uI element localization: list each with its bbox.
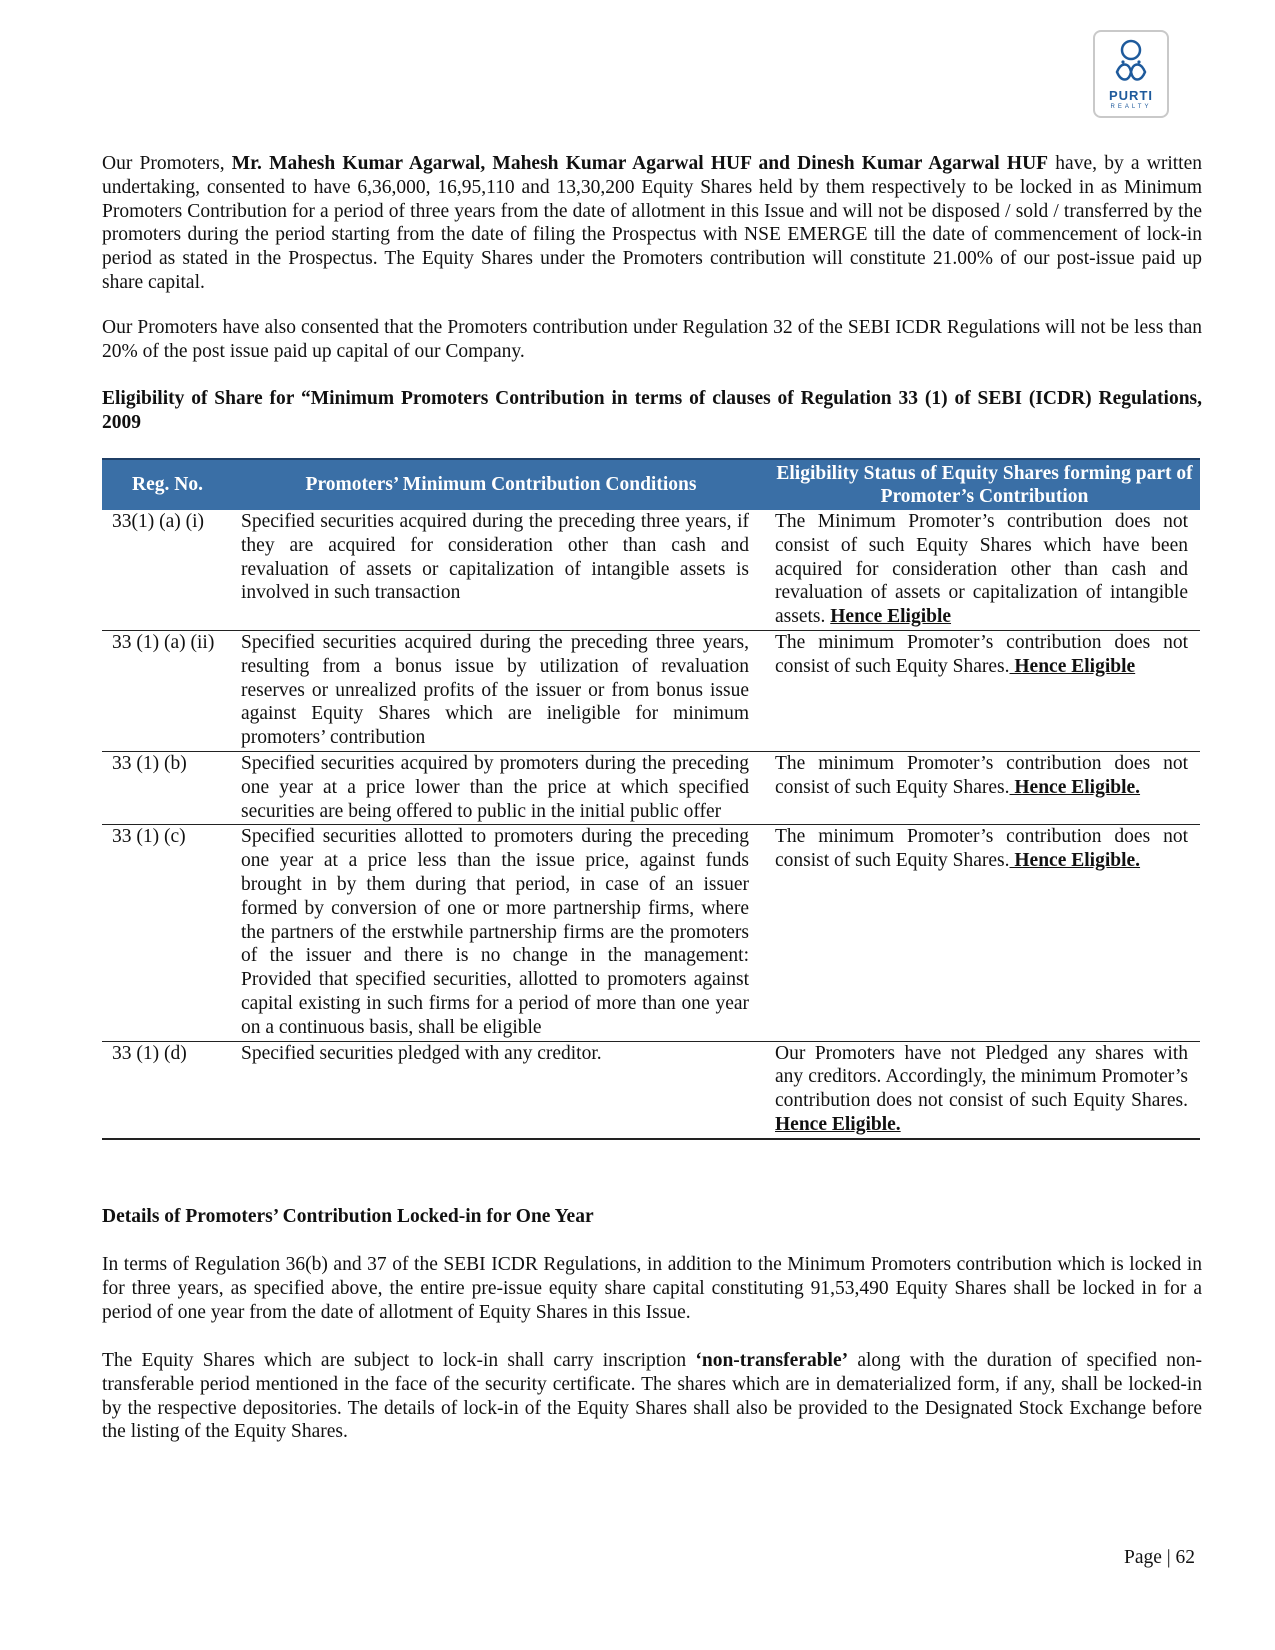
- status-cell: [769, 825, 1200, 1041]
- lockin-paragraph: In terms of Regulation 36(b) and 37 of the SEBI ICDR Regulations, in addition to the Minimum Promoters contribution which is locked in for three years, as specified above, the entire pre-issue equity share capital constituting 91,53,490 Equity Shares shall be locked in for a period of one year from the date of allotment of Equity Shares in this Issue.: [102, 1254, 1202, 1323]
- table-row: [102, 510, 1200, 630]
- header-conditions: Promoters’ Minimum Contribution Conditions: [233, 459, 769, 510]
- inscription-rest: along with the duration of specified non-transferable period mentioned in the face of the security certificate. The shares which are in dematerialized form, if any, shall be locked-in by the respective depositories. The details of lock-in of the Equity Shares shall also be provided to the Designated Stock Exchange before the listing of the Equity Shares.: [102, 1350, 1202, 1443]
- verdict-text: Hence Eligible.: [775, 1113, 901, 1135]
- table-row: [102, 825, 1200, 1041]
- table-header-row: [102, 459, 1200, 510]
- reg-no-cell: 33 (1) (c): [112, 826, 186, 848]
- promoter-names: Mr. Mahesh Kumar Agarwal, Mahesh Kumar Agarwal HUF and Dinesh Kumar Agarwal HUF: [231, 153, 1049, 174]
- reg-no-cell: 33 (1) (d): [112, 1042, 187, 1064]
- condition-cell: Specified securities pledged with any creditor.: [241, 1042, 602, 1064]
- intro-rest: have, by a written undertaking, consented to have 6,36,000, 16,95,110 and 13,30,200 Equity Shares held by them respectively to be locked in as Minimum Promoters Contribution for a period of three years from the date of allotment in this Issue and will not be disposed / sold / transferred by the promoters during the period starting from the date of filing the Prospectus with NSE EMERGE till the date of commencement of lock-in period as stated in the Prospectus. The Equity Shares under the Promoters contribution will constitute 21.00% of our post-issue paid up share capital.: [102, 153, 1202, 293]
- condition-cell: Specified securities acquired by promoters during the preceding one year at a price lower than the price at which specified securities are being offered to public in the initial public offer: [241, 752, 749, 822]
- intro-lead: Our Promoters,: [102, 153, 232, 174]
- status-text: Our Promoters have not Pledged any shares with any creditors. Accordingly, the minimum Promoter’s contribution does not consist of such Equity Shares.: [775, 1042, 1188, 1112]
- condition-cell: Specified securities acquired during the preceding three years, resulting from a bonus issue by utilization of revaluation reserves or unrealized profits of the issuer or from bonus issue against Equity Shares which are ineligible for minimum promoters’ contribution: [241, 631, 749, 749]
- eligibility-heading: Eligibility of Share for “Minimum Promoters Contribution in terms of clauses of Regulation 33 (1) of SEBI (ICDR) Regulations, 2009: [102, 388, 1202, 433]
- reg-no-cell: 33(1) (a) (i): [112, 511, 205, 532]
- page-number: Page | 62: [1124, 1547, 1196, 1568]
- condition-cell: Specified securities allotted to promoters during the preceding one year at a price less than the issue price, against funds brought in by them during that period, in case of an issuer formed by conversion of one or more partnership firms, where the partners of the erstwhile partnership firms are the promoters of the issuer and there is no change in the management: Provided that specified securities, allotted to promoters against capital existing in such firms for a period of more than one year on a continuous basis, shall be eligible: [241, 826, 749, 1038]
- consent-paragraph: Our Promoters have also consented that the Promoters contribution under Regulation 32 of the SEBI ICDR Regulations will not be less than 20% of the post issue paid up capital of our Company.: [102, 317, 1202, 362]
- status-cell: [769, 1041, 1200, 1139]
- header-eligibility-status: Eligibility Status of Equity Shares forming part of Promoter’s Contribution: [769, 459, 1200, 510]
- verdict-text: Hence Eligible: [830, 606, 952, 628]
- reg-no-cell: 33 (1) (a) (ii): [112, 631, 215, 653]
- company-logo: [1093, 30, 1169, 118]
- purti-emblem-icon: [1095, 32, 1167, 88]
- verdict-text: Hence Eligible.: [1009, 850, 1141, 872]
- eligibility-table: [102, 458, 1200, 1140]
- header-reg-no: Reg. No.: [102, 459, 233, 510]
- status-text: The minimum Promoter’s contribution does not consist of such Equity Shares.: [775, 752, 1188, 798]
- table-row: [102, 1041, 1200, 1139]
- status-cell: [769, 510, 1200, 630]
- verdict-text: Hence Eligible: [1009, 655, 1136, 677]
- inscription-paragraph: [102, 1349, 1202, 1444]
- status-cell: [769, 751, 1200, 824]
- status-cell: [769, 630, 1200, 751]
- verdict-text: Hence Eligible.: [1009, 776, 1141, 798]
- status-text: The minimum Promoter’s contribution does not consist of such Equity Shares.: [775, 826, 1188, 872]
- reg-no-cell: 33 (1) (b): [112, 752, 187, 774]
- table-row: [102, 751, 1200, 824]
- logo-name: PURTI: [1109, 88, 1153, 103]
- status-text: The minimum Promoter’s contribution does not consist of such Equity Shares.: [775, 631, 1188, 677]
- intro-paragraph: [102, 152, 1202, 295]
- condition-cell: Specified securities acquired during the preceding three years, if they are acquired for consideration other than cash and revaluation of assets or capitalization of intangible assets is involved in such transaction: [241, 511, 749, 604]
- lockin-heading: Details of Promoters’ Contribution Locked-in for One Year: [102, 1206, 594, 1227]
- status-text: The Minimum Promoter’s contribution does not consist of such Equity Shares which have been acquired for consideration other than cash and revaluation of assets or capitalization of intangible assets.: [775, 511, 1188, 628]
- inscription-lead: The Equity Shares which are subject to lock-in shall carry inscription: [102, 1350, 696, 1371]
- logo-tagline: REALTY: [1110, 104, 1152, 110]
- non-transferable-term: ‘non-transferable’: [695, 1350, 849, 1371]
- table-row: [102, 630, 1200, 751]
